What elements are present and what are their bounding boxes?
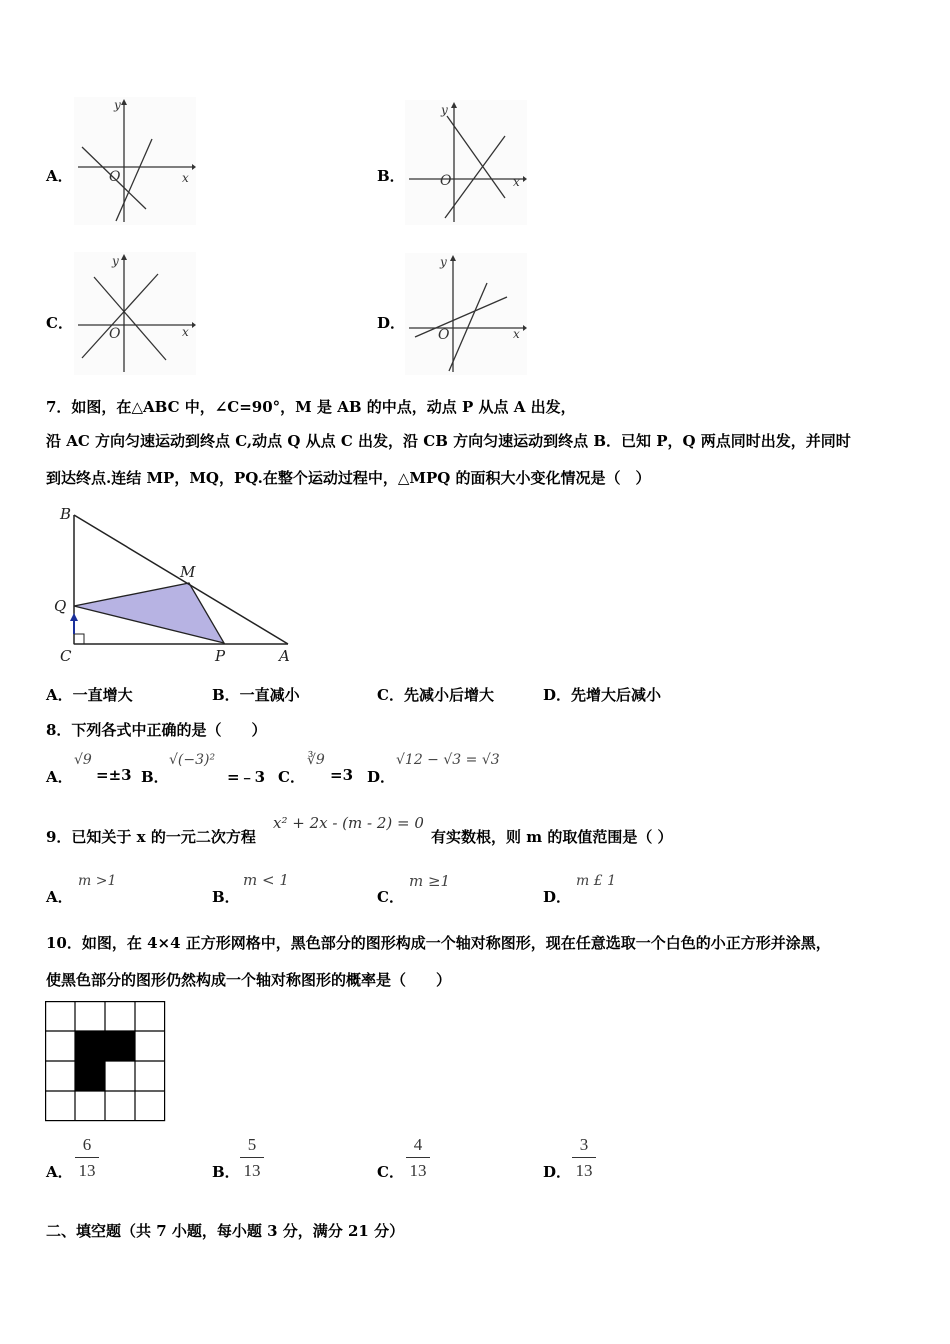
q10-option-d-fraction [572, 1135, 596, 1181]
q7-line3: 到达终点.连结 MP，MQ，PQ.在整个运动过程中，△MPQ 的面积大小变化情况是（ ） [46, 469, 651, 487]
q7-option-d: D．先增大后减小 [543, 686, 662, 704]
option-c-label: C． [46, 314, 73, 332]
q9-option-a-label: A． [46, 888, 73, 906]
x-label: x [513, 327, 520, 341]
label-b: B [60, 505, 72, 523]
graph-c [74, 252, 196, 375]
origin-label: O [440, 173, 452, 189]
q10-line2: 使黑色部分的图形仍然构成一个轴对称图形的概率是（ ） [46, 971, 452, 989]
triangle-figure [52, 503, 302, 668]
q10-option-b-fraction [240, 1135, 264, 1181]
grid-4x4 [45, 1001, 166, 1122]
right-angle-mark [74, 634, 84, 644]
origin-label: O [438, 327, 450, 343]
y-label: y [114, 98, 121, 112]
label-q: Q [54, 597, 67, 615]
denominator: 13 [78, 1161, 96, 1180]
option-b-label: B． [377, 167, 405, 185]
numerator: 5 [247, 1135, 257, 1154]
label-m: M [180, 563, 196, 581]
black-cell [75, 1061, 105, 1091]
q9-equation: x² + 2x - (m - 2) = 0 [273, 814, 424, 832]
q7-option-a: A．一直增大 [46, 686, 133, 704]
q9-suffix: 有实数根，则 m 的取值范围是（ ） [431, 828, 673, 846]
q8-question: 8．下列各式中正确的是（ ） [46, 721, 267, 739]
q8-option-c-rest: =3 [330, 766, 354, 784]
q9-option-d-expr: m £ 1 [576, 873, 616, 889]
numerator: 3 [579, 1135, 589, 1154]
label-p: P [215, 647, 226, 665]
q8-option-a-expr: √9 [74, 752, 92, 768]
q8-option-b-rest: =﹣3 [227, 768, 266, 786]
q9-prefix: 9．已知关于 x 的一元二次方程 [46, 828, 256, 846]
q8-option-c-label: C． [278, 768, 305, 786]
q10-option-a-label: A． [46, 1163, 73, 1181]
y-label: y [112, 254, 119, 268]
numerator: 4 [413, 1135, 423, 1154]
q8-option-d-expr: √12 − √3 = √3 [396, 752, 500, 768]
q7-line2: 沿 AC 方向匀速运动到终点 C,动点 Q 从点 C 出发，沿 CB 方向匀速运动到终点 B．已知 P，Q 两点同时出发，并同时 [46, 432, 851, 450]
option-d-label: D． [377, 314, 406, 332]
q7-option-c: C．先减小后增大 [377, 686, 494, 704]
x-label: x [182, 325, 189, 339]
x-label: x [182, 171, 189, 185]
denominator: 13 [409, 1161, 427, 1180]
label-a: A [279, 647, 290, 665]
origin-label: O [109, 169, 121, 185]
q9-option-a-expr: m >1 [78, 873, 117, 889]
q10-option-d-label: D． [543, 1163, 572, 1181]
q10-option-b-label: B． [212, 1163, 240, 1181]
q8-option-c-expr: ∛9 [307, 752, 325, 768]
section-heading: 二、填空题（共 7 小题，每小题 3 分，满分 21 分） [46, 1222, 405, 1240]
q7-line1: 7．如图，在△ABC 中，∠C=90°，M 是 AB 的中点，动点 P 从点 A 出发， [46, 398, 576, 416]
q10-option-a-fraction [75, 1135, 99, 1181]
q9-option-b-expr: m < 1 [243, 871, 289, 889]
q9-option-b-label: B． [212, 888, 240, 906]
q9-option-d-label: D． [543, 888, 572, 906]
label-c: C [60, 647, 72, 665]
q9-option-c-label: C． [377, 888, 404, 906]
q8-option-b-label: B． [141, 768, 169, 786]
q8-option-d-label: D． [367, 768, 396, 786]
denominator: 13 [243, 1161, 261, 1180]
q8-option-a-label: A． [46, 768, 73, 786]
origin-label: O [109, 326, 121, 342]
q8-option-a-rest: =±3 [96, 766, 132, 784]
numerator: 6 [82, 1135, 92, 1154]
q7-option-b: B．一直减小 [212, 686, 300, 704]
y-label: y [441, 103, 448, 117]
denominator: 13 [575, 1161, 593, 1180]
q8-option-b-expr: √(−3)² [169, 752, 216, 768]
q10-line1: 10．如图，在 4×4 正方形网格中，黑色部分的图形构成一个轴对称图形，现在任意选取一个白色的小正方形并涂黑， [46, 934, 831, 952]
graph-d [405, 253, 527, 375]
q10-option-c-label: C． [377, 1163, 404, 1181]
graph-a [74, 97, 196, 225]
x-label: x [513, 175, 520, 189]
y-label: y [440, 255, 447, 269]
option-a-label: A． [46, 167, 73, 185]
graph-b [405, 100, 527, 225]
q9-option-c-expr: m ≥1 [409, 872, 451, 890]
q10-option-c-fraction [406, 1135, 430, 1181]
